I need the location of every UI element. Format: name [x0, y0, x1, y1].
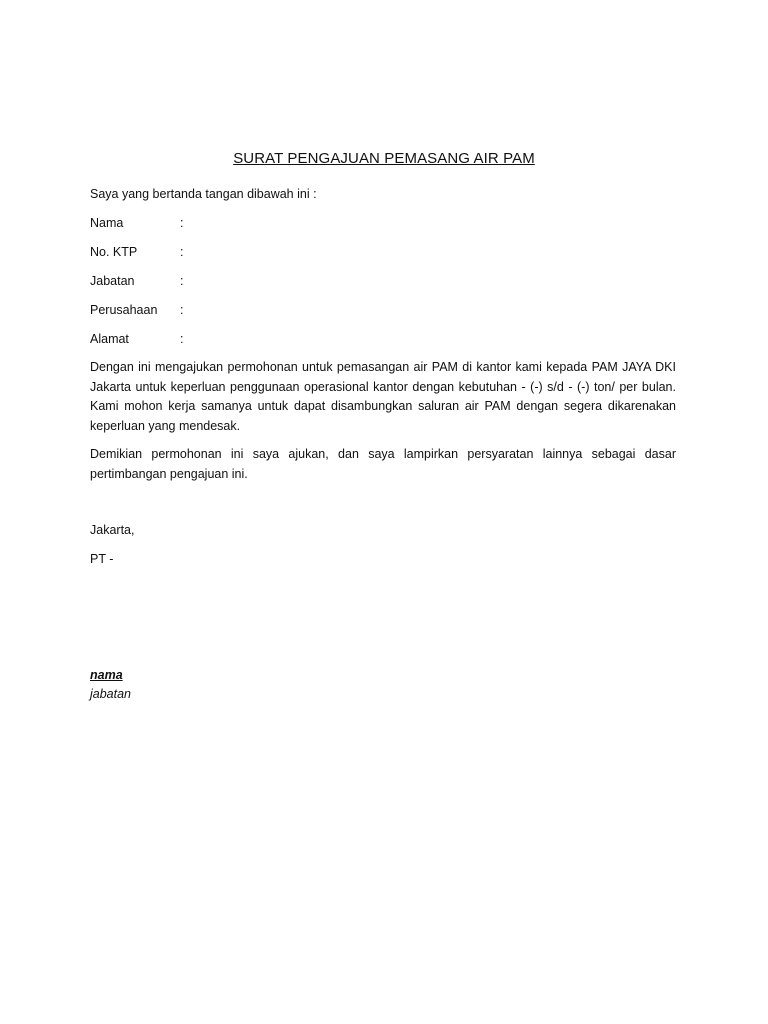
field-label: No. KTP — [90, 245, 138, 259]
document-title: SURAT PENGAJUAN PEMASANG AIR PAM — [233, 150, 535, 167]
field-jabatan — [90, 272, 390, 292]
signature-name: nama — [90, 668, 123, 682]
field-colon: : — [180, 274, 184, 288]
field-label: Perusahaan — [90, 303, 158, 317]
field-label: Nama — [90, 216, 124, 230]
field-nama — [90, 214, 390, 234]
field-label: Alamat — [90, 332, 129, 346]
field-colon: : — [180, 245, 184, 259]
body-paragraph-2: Demikian permohonan ini saya ajukan, dan saya lampirkan persyaratan lainnya sebagai dasar pertimbangan pengajuan ini. — [90, 447, 676, 481]
body-paragraph-1: Dengan ini mengajukan permohonan untuk pemasangan air PAM di kantor kami kepada PAM JAYA DKI Jakarta untuk keperluan penggunaan operasional kantor dengan kebutuhan - (-) s/d - (-) ton/ per bulan. Kami mohon kerja samanya untuk dapat disambungkan saluran air PAM dengan segera dikarenakan keperluan yang mendesak. — [90, 360, 676, 433]
field-label: Jabatan — [90, 274, 135, 288]
field-perusahaan — [90, 301, 390, 321]
field-no-ktp — [90, 243, 390, 263]
signature-role: jabatan — [90, 687, 132, 701]
field-alamat — [90, 330, 390, 350]
field-colon: : — [180, 216, 184, 230]
company-name: PT - — [90, 552, 114, 566]
field-colon: : — [180, 303, 184, 317]
field-colon: : — [180, 332, 184, 346]
place-date: Jakarta, — [90, 523, 135, 537]
intro-text: Saya yang bertanda tangan dibawah ini : — [90, 187, 317, 201]
